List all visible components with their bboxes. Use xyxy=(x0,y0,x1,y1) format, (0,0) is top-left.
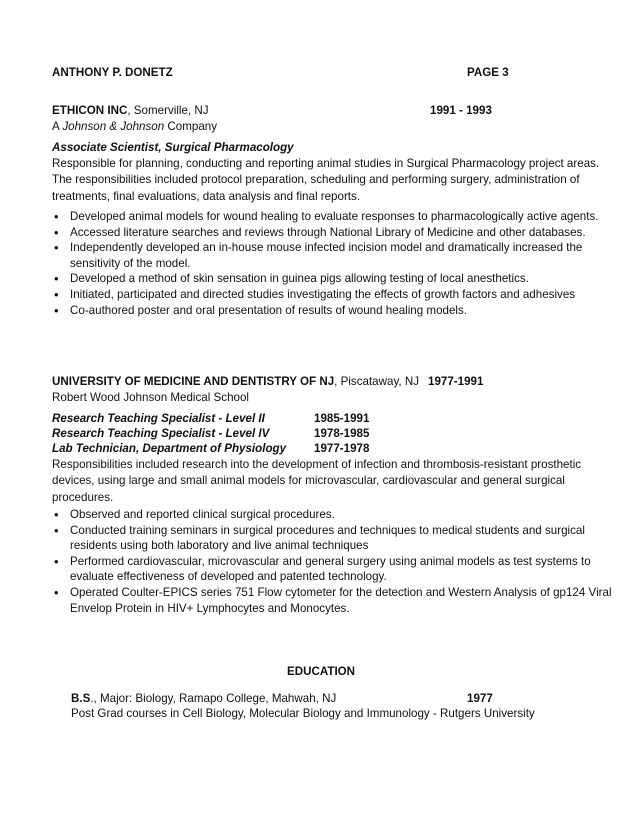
ethicon-bullet-list xyxy=(52,209,612,318)
ethicon-location: , Somerville, NJ xyxy=(127,104,209,117)
umdnj-role-title: Research Teaching Specialist - Level IV xyxy=(52,427,270,440)
list-item: • Accessed literature searches and reviews through National Library of Medicine and other databases. xyxy=(52,225,612,241)
umdnj-role-title: Research Teaching Specialist - Level II xyxy=(52,412,265,425)
umdnj-role-title: Lab Technician, Department of Physiology xyxy=(52,442,287,455)
umdnj-role-dates: 1977-1978 xyxy=(314,442,370,455)
ethicon-employer-line xyxy=(52,104,209,118)
ethicon-parent-name: Johnson & Johnson xyxy=(62,120,165,133)
umdnj-employer-line xyxy=(52,375,419,389)
list-item: • Initiated, participated and directed studies investigating the effects of growth factors and adhesives xyxy=(52,287,612,303)
page-number: PAGE 3 xyxy=(467,66,509,79)
umdnj-bullet-list xyxy=(52,507,612,616)
umdnj-role-dates: 1978-1985 xyxy=(314,427,370,440)
ethicon-company: ETHICON INC xyxy=(52,104,128,117)
umdnj-description: Responsibilities included research into the development of infection and thrombosis-resistant prosthetic devices, using large and small animal models for microvascular, cardiovascular and general surgical procedures. xyxy=(52,458,582,504)
umdnj-location: , Piscataway, NJ xyxy=(334,375,419,388)
candidate-name: ANTHONY P. DONETZ xyxy=(52,66,173,79)
umdnj-school: Robert Wood Johnson Medical School xyxy=(52,391,249,404)
list-item: • Developed animal models for wound healing to evaluate responses to pharmacologically active agents. xyxy=(52,209,612,225)
ethicon-description: Responsible for planning, conducting and reporting animal studies in Surgical Pharmacology project areas. The responsibilities included protocol preparation, scheduling and performing surgery, administration of treatments, final evaluations, data analysis and final reports. xyxy=(52,157,600,203)
list-item: • Performed cardiovascular, microvascular and general surgery using animal models as test systems to evaluate effectiveness of developed and patented technology. xyxy=(52,554,612,585)
list-item: • Co-authored poster and oral presentation of results of wound healing models. xyxy=(52,303,612,319)
list-item: • Observed and reported clinical surgical procedures. xyxy=(52,507,612,523)
list-item: • Independently developed an in-house mouse infected incision model and dramatically increased the sensitivity of the model. xyxy=(52,240,612,271)
ethicon-parent-prefix: A xyxy=(52,120,63,133)
education-heading: EDUCATION xyxy=(287,665,356,678)
education-postgrad: Post Grad courses in Cell Biology, Molecular Biology and Immunology - Rutgers University xyxy=(71,707,535,720)
umdnj-org: UNIVERSITY OF MEDICINE AND DENTISTRY OF NJ xyxy=(52,375,335,388)
umdnj-dates: 1977-1991 xyxy=(428,375,484,388)
education-year: 1977 xyxy=(467,692,493,705)
list-item: • Operated Coulter-EPICS series 751 Flow cytometer for the detection and Western Analysis of gp124 Viral Envelop Protein in HIV+ Lymphocytes and Monocytes. xyxy=(52,585,612,616)
education-degree-detail: ., Major: Biology, Ramapo College, Mahwah, NJ xyxy=(90,692,337,705)
list-item: • Developed a method of skin sensation in guinea pigs allowing testing of local anesthetics. xyxy=(52,271,612,287)
ethicon-job-title: Associate Scientist, Surgical Pharmacology xyxy=(52,141,294,154)
list-item: • Conducted training seminars in surgical procedures and techniques to medical students and surgical residents using both laboratory and live animal techniques xyxy=(52,523,612,554)
ethicon-dates: 1991 - 1993 xyxy=(430,104,492,117)
ethicon-parent-line xyxy=(52,120,217,134)
umdnj-role-dates: 1985-1991 xyxy=(314,412,370,425)
ethicon-parent-suffix: Company xyxy=(164,120,218,133)
education-degree-line xyxy=(71,692,336,706)
education-degree: B.S xyxy=(71,692,91,705)
